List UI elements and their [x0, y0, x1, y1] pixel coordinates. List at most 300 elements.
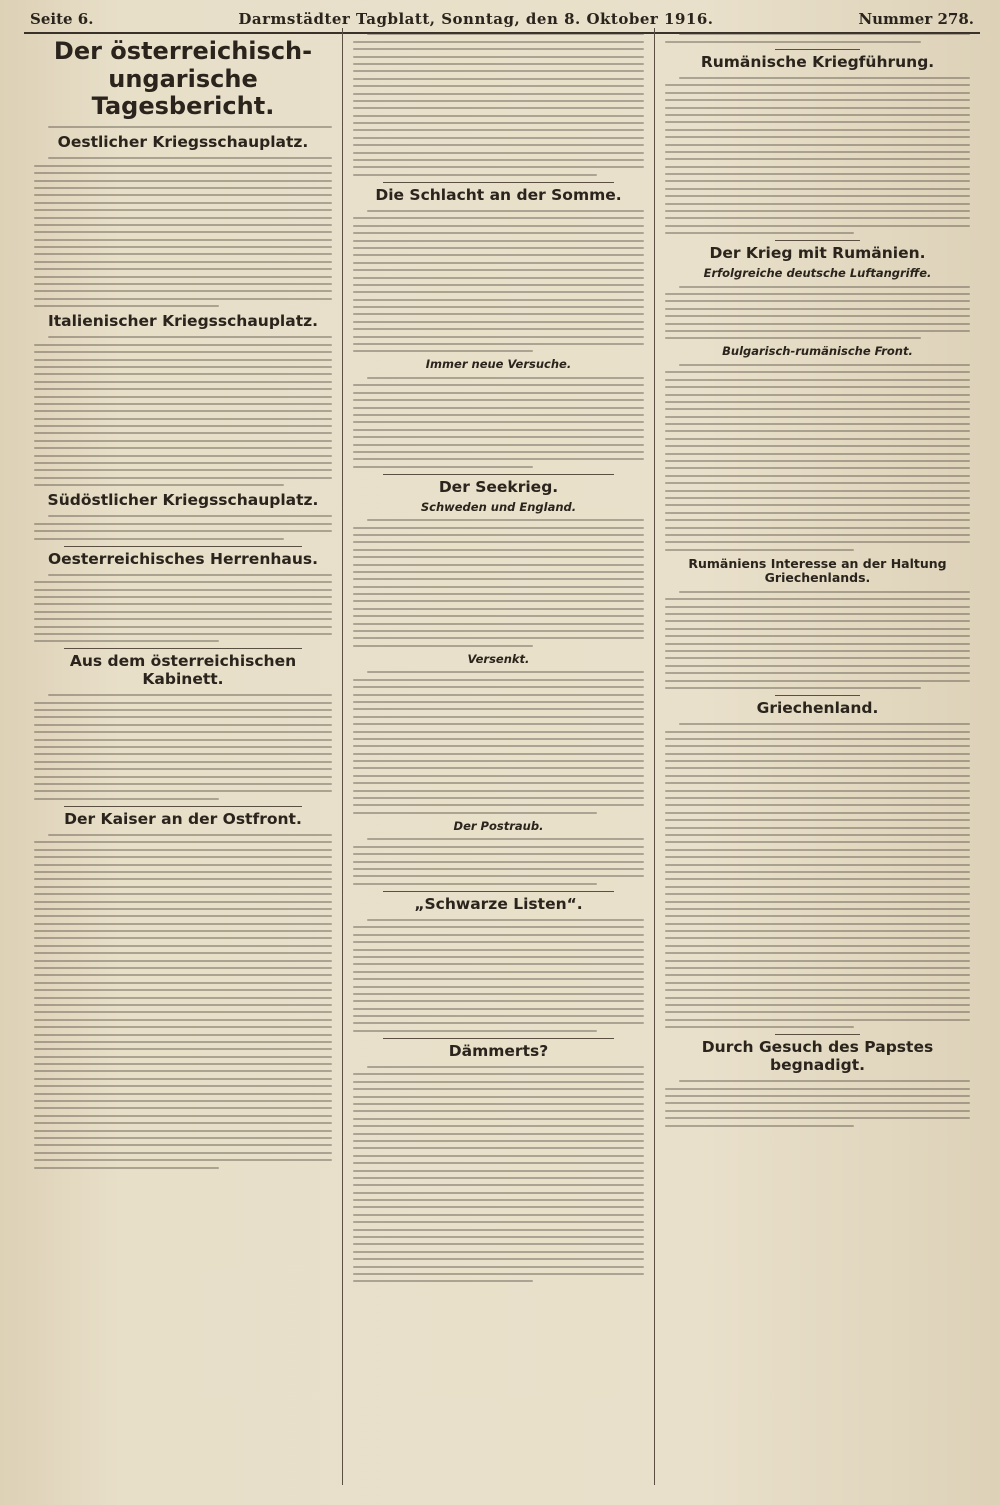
text-line	[353, 782, 644, 784]
text-line	[353, 336, 644, 338]
text-line	[367, 377, 644, 379]
text-line	[353, 1147, 644, 1149]
text-line	[665, 460, 970, 462]
text-line	[665, 99, 970, 101]
text-line	[353, 868, 644, 870]
text-line	[665, 549, 854, 551]
text-line	[34, 180, 332, 182]
text-line	[665, 782, 970, 784]
text-line	[665, 490, 970, 492]
text-line	[34, 283, 332, 285]
text-line	[353, 1206, 644, 1208]
text-line	[34, 1048, 332, 1050]
text-line	[34, 1004, 332, 1006]
text-line	[353, 1162, 644, 1164]
text-line	[34, 1026, 332, 1028]
text-line	[353, 350, 533, 352]
text-line	[353, 159, 644, 161]
text-line	[353, 1199, 644, 1201]
text-line	[34, 290, 332, 292]
text-line	[353, 1125, 644, 1127]
column-2	[342, 28, 654, 1485]
text-line	[665, 886, 970, 888]
text-line	[353, 790, 644, 792]
text-line	[353, 745, 644, 747]
text-line	[367, 1066, 644, 1068]
subheadline-luftangriffe: Erfolgreiche deutsche Luftangriffe.	[703, 266, 932, 280]
text-line	[34, 523, 332, 525]
text-line	[34, 618, 332, 620]
text-line	[353, 534, 644, 536]
text-line	[34, 447, 332, 449]
body-text	[34, 834, 332, 1169]
text-line	[353, 926, 644, 928]
text-line	[34, 746, 332, 748]
text-line	[34, 945, 332, 947]
text-line	[353, 1008, 644, 1010]
text-line	[665, 300, 970, 302]
text-line	[353, 1273, 644, 1275]
text-line	[34, 1130, 332, 1132]
text-line	[665, 394, 970, 396]
text-line	[34, 1107, 332, 1109]
text-line	[34, 1093, 332, 1095]
text-line	[353, 775, 644, 777]
text-line	[34, 611, 332, 613]
text-line	[48, 126, 332, 128]
text-line	[367, 838, 644, 840]
text-line	[353, 399, 644, 401]
text-line	[367, 210, 644, 212]
text-line	[34, 908, 332, 910]
text-line	[34, 923, 332, 925]
text-line	[353, 883, 597, 885]
text-line	[34, 790, 332, 792]
text-line	[367, 671, 644, 673]
text-line	[665, 635, 970, 637]
text-line	[48, 336, 332, 338]
text-line	[353, 593, 644, 595]
text-line	[353, 429, 644, 431]
text-line	[34, 724, 332, 726]
text-line	[353, 328, 644, 330]
text-line	[665, 453, 970, 455]
text-line	[665, 606, 970, 608]
text-line	[353, 436, 644, 438]
text-line	[48, 694, 332, 696]
text-line	[48, 157, 332, 159]
text-line	[665, 371, 970, 373]
text-line	[665, 731, 970, 733]
text-line	[353, 458, 644, 460]
text-line	[679, 723, 970, 725]
text-line	[353, 1177, 644, 1179]
text-line	[665, 643, 970, 645]
text-line	[34, 937, 332, 939]
text-line	[353, 225, 644, 227]
text-line	[665, 974, 970, 976]
text-line	[353, 978, 644, 980]
text-line	[353, 861, 644, 863]
text-line	[34, 871, 332, 873]
text-line	[34, 217, 332, 219]
text-line	[353, 986, 644, 988]
text-line	[353, 846, 644, 848]
text-line	[679, 286, 970, 288]
text-line	[665, 210, 970, 212]
text-line	[665, 1125, 854, 1127]
text-line	[665, 107, 970, 109]
text-line	[34, 403, 332, 405]
text-line	[353, 971, 644, 973]
body-text	[353, 671, 644, 813]
text-line	[34, 1159, 332, 1161]
text-line	[353, 343, 644, 345]
text-line	[665, 901, 970, 903]
text-line	[665, 180, 970, 182]
text-line	[34, 305, 219, 307]
text-line	[665, 1095, 970, 1097]
text-line	[665, 467, 970, 469]
text-line	[34, 366, 332, 368]
divider	[775, 1034, 860, 1035]
text-line	[34, 388, 332, 390]
headline-schwarze-listen: „Schwarze Listen“.	[414, 894, 583, 913]
text-line	[665, 151, 970, 153]
text-line	[353, 578, 644, 580]
text-line	[353, 527, 644, 529]
text-line	[353, 137, 644, 139]
text-line	[665, 908, 970, 910]
text-line	[353, 217, 644, 219]
text-line	[353, 466, 533, 468]
text-line	[34, 224, 332, 226]
column-1	[24, 28, 342, 1485]
text-line	[665, 915, 970, 917]
text-line	[665, 827, 970, 829]
text-line	[679, 77, 970, 79]
text-line	[34, 864, 332, 866]
text-line	[665, 834, 970, 836]
text-line	[665, 628, 970, 630]
text-line	[353, 738, 644, 740]
text-line	[665, 790, 970, 792]
text-line	[353, 1088, 644, 1090]
text-line	[367, 919, 644, 921]
text-line	[353, 637, 644, 639]
headline-papst: Durch Gesuch des Papstes begnadigt.	[701, 1038, 934, 1074]
text-line	[665, 84, 970, 86]
text-line	[34, 538, 284, 540]
text-line	[367, 33, 644, 35]
text-line	[34, 351, 332, 353]
text-line	[353, 107, 644, 109]
text-line	[34, 783, 332, 785]
headline-griechenland: Griechenland.	[756, 698, 879, 717]
text-line	[665, 401, 970, 403]
text-line	[665, 1011, 970, 1013]
body-text	[34, 336, 332, 486]
text-line	[665, 482, 970, 484]
text-line	[665, 195, 970, 197]
text-line	[367, 519, 644, 521]
text-line	[353, 129, 644, 131]
text-line	[353, 797, 644, 799]
divider	[775, 695, 860, 696]
text-line	[353, 549, 644, 551]
text-line	[665, 760, 970, 762]
text-line	[34, 359, 332, 361]
text-line	[34, 194, 332, 196]
text-line	[665, 475, 970, 477]
text-line	[353, 586, 644, 588]
text-line	[353, 701, 644, 703]
text-line	[34, 849, 332, 851]
text-line	[665, 1026, 854, 1028]
text-line	[665, 856, 970, 858]
headline-main: Der österreichisch-ungarische Tagesbericht.	[53, 37, 313, 121]
text-line	[665, 504, 970, 506]
text-line	[34, 841, 332, 843]
text-line	[353, 556, 644, 558]
text-line	[34, 1056, 332, 1058]
body-text	[34, 157, 332, 307]
text-line	[665, 687, 921, 689]
text-line	[665, 864, 970, 866]
text-line	[34, 1041, 332, 1043]
headline-daemmerts: Dämmerts?	[448, 1041, 549, 1060]
text-line	[48, 515, 332, 517]
text-line	[48, 574, 332, 576]
text-line	[34, 776, 332, 778]
text-line	[353, 753, 644, 755]
body-text	[353, 919, 644, 1032]
text-line	[34, 1137, 332, 1139]
text-line	[353, 1110, 644, 1112]
body-text	[353, 519, 644, 647]
body-text	[353, 33, 644, 175]
text-line	[34, 989, 332, 991]
issue-number: Nummer 278.	[858, 10, 974, 28]
text-line	[353, 48, 644, 50]
text-line	[353, 708, 644, 710]
text-line	[665, 812, 970, 814]
text-line	[353, 56, 644, 58]
text-line	[34, 1122, 332, 1124]
text-line	[665, 541, 970, 543]
text-line	[665, 293, 970, 295]
text-line	[34, 462, 332, 464]
text-line	[665, 672, 970, 674]
text-line	[34, 731, 332, 733]
text-line	[665, 960, 970, 962]
text-line	[353, 291, 644, 293]
divider	[775, 49, 860, 50]
subheadline-versuche: Immer neue Versuche.	[425, 357, 572, 372]
text-line	[34, 967, 332, 969]
text-line	[353, 694, 644, 696]
text-line	[665, 379, 970, 381]
text-line	[665, 871, 970, 873]
text-line	[665, 849, 970, 851]
text-line	[353, 1118, 644, 1120]
text-line	[353, 174, 597, 176]
subheadline-postraub: Der Postraub.	[453, 818, 544, 833]
paper-title-date: Darmstädter Tagblatt, Sonntag, den 8. Oktober 1916.	[238, 10, 714, 28]
text-line	[353, 392, 644, 394]
text-line	[353, 284, 644, 286]
text-line	[353, 232, 644, 234]
text-line	[34, 261, 332, 263]
text-line	[34, 702, 332, 704]
text-line	[665, 893, 970, 895]
body-text	[34, 126, 332, 128]
divider	[383, 1038, 614, 1039]
text-line	[665, 136, 970, 138]
headline-italy: Italienischer Kriegsschauplatz.	[47, 312, 319, 331]
body-text	[353, 838, 644, 884]
text-line	[34, 640, 219, 642]
text-line	[665, 1088, 970, 1090]
text-line	[665, 121, 970, 123]
text-line	[353, 949, 644, 951]
text-line	[353, 1103, 644, 1105]
text-line	[665, 534, 970, 536]
text-line	[353, 1140, 644, 1142]
text-line	[665, 598, 970, 600]
text-line	[665, 923, 970, 925]
text-line	[34, 253, 332, 255]
text-line	[353, 645, 533, 647]
text-line	[665, 767, 970, 769]
text-line	[665, 92, 970, 94]
text-line	[34, 1115, 332, 1117]
body-text	[665, 723, 970, 1028]
text-line	[34, 1152, 332, 1154]
text-line	[34, 581, 332, 583]
text-line	[665, 423, 970, 425]
text-line	[353, 1192, 644, 1194]
subheadline-versenkt: Versenkt.	[467, 651, 530, 666]
text-line	[665, 997, 970, 999]
divider	[383, 182, 614, 183]
text-line	[353, 1184, 644, 1186]
text-line	[665, 930, 970, 932]
text-line	[353, 1221, 644, 1223]
text-line	[665, 952, 970, 954]
text-line	[353, 1266, 644, 1268]
text-line	[665, 1110, 970, 1112]
text-line	[353, 78, 644, 80]
text-line	[665, 753, 970, 755]
text-line	[34, 974, 332, 976]
divider	[64, 546, 302, 547]
text-line	[665, 945, 970, 947]
text-line	[34, 1144, 332, 1146]
text-line	[34, 344, 332, 346]
text-line	[665, 841, 970, 843]
text-line	[34, 716, 332, 718]
text-line	[665, 519, 970, 521]
headline-krieg-mit-rumaenien: Der Krieg mit Rumänien.	[709, 244, 926, 263]
text-line	[34, 1167, 219, 1169]
text-line	[34, 530, 332, 532]
text-line	[665, 173, 970, 175]
text-line	[34, 172, 332, 174]
headline-herrenhaus: Oesterreichisches Herrenhaus.	[47, 549, 319, 568]
text-line	[665, 166, 970, 168]
text-line	[34, 187, 332, 189]
text-line	[665, 430, 970, 432]
text-line	[665, 937, 970, 939]
text-line	[353, 875, 644, 877]
text-line	[353, 100, 644, 102]
text-line	[353, 63, 644, 65]
text-line	[34, 425, 332, 427]
text-line	[353, 1280, 533, 1282]
text-line	[665, 114, 970, 116]
text-line	[34, 209, 332, 211]
text-line	[34, 709, 332, 711]
text-line	[34, 753, 332, 755]
text-line	[353, 1096, 644, 1098]
text-line	[353, 41, 644, 43]
text-line	[679, 1080, 970, 1082]
text-line	[665, 416, 970, 418]
text-line	[353, 407, 644, 409]
text-line	[353, 623, 644, 625]
text-line	[353, 804, 644, 806]
text-line	[353, 564, 644, 566]
text-line	[34, 1100, 332, 1102]
text-line	[34, 930, 332, 932]
text-line	[353, 1155, 644, 1157]
text-line	[34, 886, 332, 888]
body-text	[665, 364, 970, 551]
text-line	[34, 418, 332, 420]
text-line	[665, 512, 970, 514]
text-line	[679, 591, 970, 593]
text-line	[353, 1214, 644, 1216]
text-line	[353, 269, 644, 271]
body-text	[665, 591, 970, 689]
text-line	[353, 444, 644, 446]
text-line	[34, 410, 332, 412]
text-line	[353, 1258, 644, 1260]
text-line	[665, 386, 970, 388]
text-line	[353, 1243, 644, 1245]
text-line	[353, 1015, 644, 1017]
text-line	[353, 1081, 644, 1083]
text-line	[665, 158, 970, 160]
text-line	[353, 70, 644, 72]
text-line	[34, 477, 332, 479]
text-line	[34, 626, 332, 628]
text-line	[353, 1236, 644, 1238]
text-line	[353, 760, 644, 762]
text-line	[353, 384, 644, 386]
text-line	[665, 819, 970, 821]
text-line	[665, 408, 970, 410]
text-line	[34, 246, 332, 248]
text-line	[665, 967, 970, 969]
text-line	[665, 203, 970, 205]
text-line	[34, 1070, 332, 1072]
text-line	[353, 313, 644, 315]
text-line	[353, 767, 644, 769]
text-line	[665, 225, 970, 227]
column-3	[654, 28, 980, 1485]
